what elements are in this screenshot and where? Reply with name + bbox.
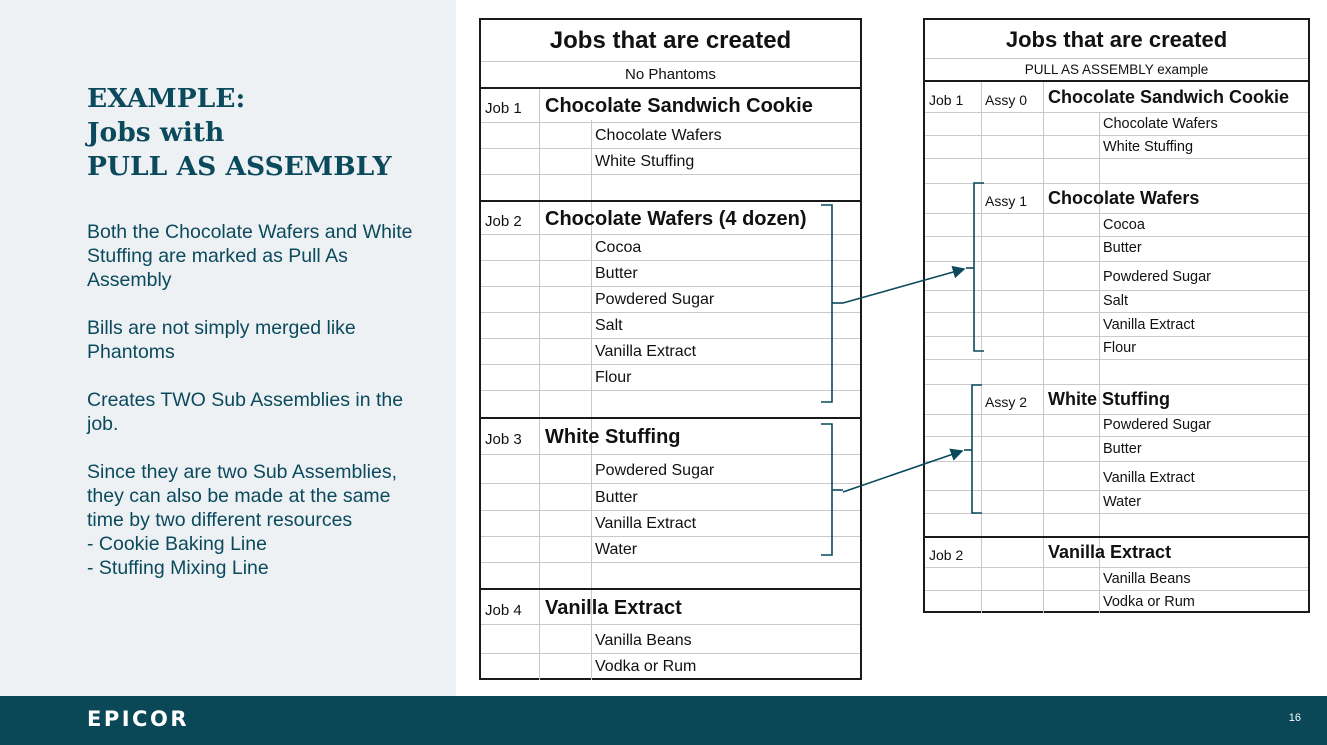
divider <box>481 148 860 149</box>
job-label: Job 1 <box>929 92 964 108</box>
title-line-1: EXAMPLE: <box>87 83 246 114</box>
assembly-name: White Stuffing <box>1048 389 1170 409</box>
divider <box>925 183 1308 184</box>
divider <box>925 236 1308 237</box>
divider <box>481 483 860 484</box>
paragraph-two-subassemblies: Creates TWO Sub Assemblies in the job. <box>87 389 404 435</box>
component-item: Vanilla Extract <box>1103 317 1195 333</box>
column-divider <box>591 120 592 680</box>
component-item: Butter <box>1103 240 1142 256</box>
component-item: Vanilla Extract <box>595 515 697 532</box>
body-text <box>87 220 432 580</box>
table-title: Jobs that are created <box>549 27 792 54</box>
job-label: Job 2 <box>485 213 522 230</box>
component-item: Cocoa <box>1103 217 1145 233</box>
job-label: Job 1 <box>485 100 522 117</box>
paragraph-resources <box>87 460 432 580</box>
component-item: Vanilla Extract <box>1103 470 1195 486</box>
footer-bar <box>0 696 1327 745</box>
job-name: Vanilla Extract <box>1048 542 1172 562</box>
component-item: Cocoa <box>595 239 642 256</box>
component-item: Powdered Sugar <box>1103 269 1212 285</box>
page-number: 16 <box>1288 712 1301 724</box>
divider <box>925 261 1308 262</box>
divider <box>481 454 860 455</box>
component-item: Salt <box>595 317 623 334</box>
divider <box>925 384 1308 385</box>
divider <box>481 260 860 261</box>
assembly-label: Assy 1 <box>985 193 1028 209</box>
component-item: Butter <box>1103 441 1142 457</box>
divider <box>481 417 860 419</box>
job-label: Job 2 <box>929 547 964 563</box>
divider <box>925 567 1308 568</box>
component-item: Powdered Sugar <box>1103 417 1212 433</box>
divider <box>925 461 1308 462</box>
divider <box>925 80 1308 82</box>
resources-text: Since they are two Sub Assemblies, they can also be made at the same time by two different resources <box>87 461 397 531</box>
job-label: Job 3 <box>485 431 522 448</box>
divider <box>925 513 1308 514</box>
divider <box>481 200 860 202</box>
divider <box>925 135 1308 136</box>
assembly-name: Chocolate Wafers <box>1048 188 1200 208</box>
paragraph-pull-as-assembly: Both the Chocolate Wafers and White Stuffing are marked as Pull As Assembly <box>87 221 413 291</box>
divider <box>925 436 1308 437</box>
component-item: Butter <box>595 265 638 282</box>
component-item: Vodka or Rum <box>1103 594 1195 610</box>
component-item: Powdered Sugar <box>595 462 715 479</box>
component-item: Water <box>1103 494 1142 510</box>
divider <box>481 87 860 89</box>
divider <box>481 510 860 511</box>
epicor-logo: EPICOR <box>87 707 189 731</box>
component-item: Vanilla Beans <box>595 632 692 649</box>
component-item: White Stuffing <box>1103 139 1194 155</box>
paragraph-not-merged: Bills are not simply merged like Phantoms <box>87 317 356 363</box>
component-item: Vodka or Rum <box>595 658 697 675</box>
component-item: Vanilla Beans <box>1103 571 1191 587</box>
divider <box>481 61 860 62</box>
assembly-name: Chocolate Sandwich Cookie <box>1048 87 1290 107</box>
component-item: Chocolate Wafers <box>1103 116 1218 132</box>
job-label: Job 4 <box>485 602 522 619</box>
column-divider <box>1043 82 1044 613</box>
assembly-label: Assy 0 <box>985 92 1028 108</box>
pull-as-assembly-table <box>923 18 1310 613</box>
component-item: Butter <box>595 489 638 506</box>
component-item: White Stuffing <box>595 153 695 170</box>
divider <box>481 312 860 313</box>
assembly-label: Assy 2 <box>985 394 1028 410</box>
divider <box>481 364 860 365</box>
table-title: Jobs that are created <box>1005 27 1228 52</box>
divider <box>481 588 860 590</box>
divider <box>481 390 860 391</box>
divider <box>481 536 860 537</box>
divider <box>481 174 860 175</box>
divider <box>925 536 1308 538</box>
component-item: Chocolate Wafers <box>595 127 722 144</box>
job-name: Chocolate Wafers (4 dozen) <box>545 208 807 230</box>
resource-bullet: - Stuffing Mixing Line <box>87 557 269 579</box>
divider <box>925 490 1308 491</box>
table-subtitle: PULL AS ASSEMBLY example <box>1024 62 1209 77</box>
divider <box>925 58 1308 59</box>
slide-title <box>87 82 447 184</box>
divider <box>925 590 1308 591</box>
divider <box>481 234 860 235</box>
divider <box>925 158 1308 159</box>
job-name: Chocolate Sandwich Cookie <box>545 95 813 117</box>
component-item: Flour <box>1103 340 1137 356</box>
divider <box>925 112 1308 113</box>
component-item: Water <box>595 541 638 558</box>
divider <box>925 336 1308 337</box>
table-subtitle: No Phantoms <box>625 66 716 83</box>
divider <box>925 213 1308 214</box>
divider <box>925 290 1308 291</box>
divider <box>481 338 860 339</box>
component-item: Vanilla Extract <box>595 343 697 360</box>
no-phantoms-table <box>479 18 862 680</box>
divider <box>925 312 1308 313</box>
divider <box>481 122 860 123</box>
divider <box>481 653 860 654</box>
divider <box>925 414 1308 415</box>
column-divider <box>539 89 540 680</box>
component-item: Flour <box>595 369 632 386</box>
component-item: Salt <box>1103 293 1128 309</box>
divider <box>481 624 860 625</box>
job-name: White Stuffing <box>545 426 681 448</box>
component-item: Powdered Sugar <box>595 291 715 308</box>
title-line-2: Jobs with <box>87 117 225 148</box>
divider <box>925 359 1308 360</box>
column-divider <box>981 82 982 613</box>
title-line-3: PULL AS ASSEMBLY <box>87 151 392 182</box>
job-name: Vanilla Extract <box>545 597 682 619</box>
left-panel <box>0 0 456 696</box>
divider <box>481 286 860 287</box>
resource-bullet: - Cookie Baking Line <box>87 533 267 555</box>
divider <box>481 562 860 563</box>
